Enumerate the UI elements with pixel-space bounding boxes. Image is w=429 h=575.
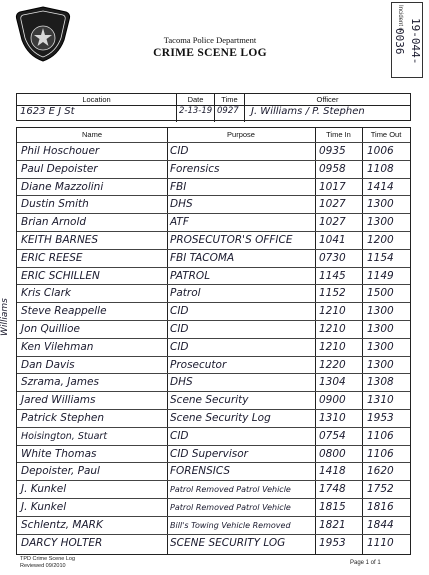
entry-purpose: Patrol Removed Patrol Vehicle <box>170 503 291 512</box>
table-row <box>17 142 410 160</box>
entry-purpose: CID <box>170 145 189 157</box>
scene-info-table <box>16 93 411 121</box>
time-in-column-header: Time In <box>326 130 351 139</box>
time-out-column-header: Time Out <box>370 130 402 139</box>
entry-time-in: 1017 <box>319 180 346 193</box>
entry-purpose: DHS <box>170 198 193 211</box>
entry-purpose: FBI <box>170 180 187 193</box>
officer-cell <box>245 94 410 122</box>
table-row <box>17 516 410 534</box>
table-row <box>17 356 410 374</box>
entry-name: Patrick Stephen <box>21 412 104 424</box>
entry-time-in: 1821 <box>319 518 346 531</box>
entry-purpose: FBI TACOMA <box>170 251 235 264</box>
name-column-header: Name <box>81 130 102 139</box>
entry-name: Jared Williams <box>21 394 96 407</box>
date-cell <box>177 94 215 122</box>
table-row <box>17 195 410 213</box>
table-row <box>17 302 410 320</box>
entry-time-in: 1027 <box>319 216 346 229</box>
department-name: Tacoma Police Department <box>163 35 257 45</box>
table-row <box>17 320 410 338</box>
entry-time-out: 1300 <box>367 340 394 353</box>
officer-value: J. Williams / P. Stephen <box>251 106 365 117</box>
entry-purpose: Prosecutor <box>170 358 227 371</box>
entry-time-in: 1027 <box>319 198 346 211</box>
table-row <box>17 409 410 427</box>
entry-name: DARCY HOLTER <box>21 536 103 549</box>
entry-time-in: 1041 <box>319 234 346 246</box>
location-value: 1623 E J St <box>20 106 75 117</box>
entry-time-out: 1300 <box>367 323 394 335</box>
entry-name: J. Kunkel <box>21 483 67 496</box>
incident-number: 19-044-0036 <box>393 17 422 65</box>
entry-purpose: Forensics <box>170 162 220 175</box>
entry-purpose: CID <box>170 323 189 335</box>
entry-time-out: 1816 <box>367 501 394 513</box>
table-row <box>17 462 410 480</box>
entry-name: Jon Quillioe <box>21 323 80 335</box>
footer-reviewed: Reviewed 09/2010 <box>20 563 66 569</box>
entry-purpose: Scene Security Log <box>170 412 271 424</box>
table-row <box>17 480 410 498</box>
date-value: 2-13-19 <box>179 106 213 116</box>
entry-time-out: 1620 <box>367 465 394 478</box>
entry-time-in: 1748 <box>319 483 346 496</box>
table-row <box>17 498 410 516</box>
entry-name: Dan Davis <box>21 358 75 371</box>
entry-name: Szrama, James <box>21 376 99 389</box>
entry-time-in: 1152 <box>319 287 346 300</box>
entry-name: Depoister, Paul <box>21 465 100 478</box>
entry-purpose: CID <box>170 429 189 442</box>
entry-name: Steve Reappelle <box>21 305 107 318</box>
entry-time-out: 1300 <box>367 358 394 371</box>
entry-time-out: 1308 <box>367 376 394 389</box>
entry-purpose: PATROL <box>170 269 211 282</box>
entry-name: KEITH BARNES <box>21 234 99 246</box>
entry-purpose: DHS <box>170 376 193 389</box>
table-row <box>17 391 410 409</box>
table-row <box>17 160 410 178</box>
table-row <box>17 373 410 391</box>
footer-form-name: TPD Crime Scene Log <box>20 556 76 562</box>
table-row <box>17 445 410 463</box>
entry-time-out: 1752 <box>367 483 394 496</box>
entry-name: Brian Arnold <box>21 216 87 229</box>
tacoma-police-badge-logo <box>14 6 72 62</box>
entry-time-out: 1300 <box>367 216 394 229</box>
entry-time-in: 0900 <box>319 394 346 407</box>
entry-time-in: 1418 <box>319 465 346 478</box>
entry-time-in: 0730 <box>319 251 346 264</box>
entry-purpose: Patrol <box>170 287 201 300</box>
entry-purpose: PROSECUTOR'S OFFICE <box>170 234 293 246</box>
entry-name: ERIC SCHILLEN <box>21 269 100 282</box>
entry-name: Hoisington, Stuart <box>21 430 108 442</box>
entry-name: White Thomas <box>21 447 97 460</box>
entry-name: Diane Mazzolini <box>21 180 104 193</box>
entry-name: Dustin Smith <box>21 198 89 211</box>
entry-time-out: 1953 <box>367 412 394 424</box>
entry-purpose: Bill's Towing Vehicle Removed <box>170 520 291 530</box>
entry-time-in: 0935 <box>319 145 346 157</box>
incident-label: Incident # <box>397 5 403 32</box>
document-title: CRIME SCENE LOG <box>153 47 267 59</box>
entry-purpose: FORENSICS <box>170 465 231 478</box>
location-cell <box>17 94 177 122</box>
entry-time-in: 1815 <box>319 501 346 513</box>
location-label: Location <box>82 95 111 104</box>
entry-time-out: 1106 <box>367 447 394 460</box>
time-label: Time <box>221 95 238 104</box>
margin-note: Williams <box>0 298 10 336</box>
date-label: Date <box>187 95 204 104</box>
entry-time-in: 1145 <box>319 269 346 282</box>
entry-time-in: 1304 <box>319 376 346 389</box>
entry-purpose: SCENE SECURITY LOG <box>170 536 286 549</box>
entry-name: Kris Clark <box>21 287 72 300</box>
entry-time-in: 1210 <box>319 340 346 353</box>
table-row <box>17 267 410 285</box>
table-row <box>17 534 410 552</box>
entry-time-in: 1210 <box>319 323 346 335</box>
table-row <box>17 338 410 356</box>
entry-time-out: 1200 <box>367 234 394 246</box>
entry-time-in: 0754 <box>319 429 346 442</box>
officer-label: Officer <box>316 95 339 104</box>
entry-name: Ken Vilehman <box>21 340 94 353</box>
entry-time-out: 1300 <box>367 305 394 318</box>
entry-time-out: 1500 <box>367 287 394 300</box>
entry-name: Phil Hoschouer <box>21 145 100 157</box>
table-row <box>17 427 410 445</box>
entry-purpose: Patrol Removed Patrol Vehicle <box>170 485 291 495</box>
entry-name: Schlentz, MARK <box>21 518 103 531</box>
purpose-column-header: Purpose <box>227 130 255 139</box>
entry-name: Paul Depoister <box>21 162 98 175</box>
entry-time-out: 1154 <box>367 251 394 264</box>
footer-form-info <box>20 556 75 570</box>
entry-time-in: 0958 <box>319 162 346 175</box>
time-cell <box>215 94 245 122</box>
entry-time-out: 1106 <box>367 429 394 442</box>
entry-time-out: 1300 <box>367 198 394 211</box>
table-row <box>17 284 410 302</box>
footer-page-number: Page 1 of 1 <box>350 560 381 566</box>
entry-purpose: ATF <box>170 216 189 229</box>
entry-time-in: 1220 <box>319 358 346 371</box>
entry-time-in: 0800 <box>319 447 346 460</box>
entry-purpose: CID Supervisor <box>170 447 248 460</box>
entry-name: ERIC REESE <box>21 251 83 264</box>
table-row <box>17 231 410 249</box>
incident-number-box <box>391 2 423 78</box>
entry-purpose: Scene Security <box>170 394 249 407</box>
time-value: 0927 <box>217 106 239 116</box>
table-row <box>17 249 410 267</box>
entry-name: J. Kunkel <box>21 501 67 513</box>
entry-time-out: 1310 <box>367 394 394 407</box>
entry-time-in: 1953 <box>319 536 346 549</box>
entry-time-in: 1210 <box>319 305 346 318</box>
entry-purpose: CID <box>170 305 189 318</box>
table-row <box>17 213 410 231</box>
table-row <box>17 178 410 196</box>
entry-time-in: 1310 <box>319 412 346 424</box>
entry-purpose: CID <box>170 340 189 353</box>
entry-time-out: 1844 <box>367 518 394 531</box>
entry-time-out: 1414 <box>367 180 394 193</box>
entry-time-out: 1006 <box>367 145 394 157</box>
entry-time-out: 1108 <box>367 162 394 175</box>
entry-time-out: 1149 <box>367 269 394 282</box>
entry-log-table <box>16 127 411 555</box>
entry-time-out: 1110 <box>367 536 394 549</box>
